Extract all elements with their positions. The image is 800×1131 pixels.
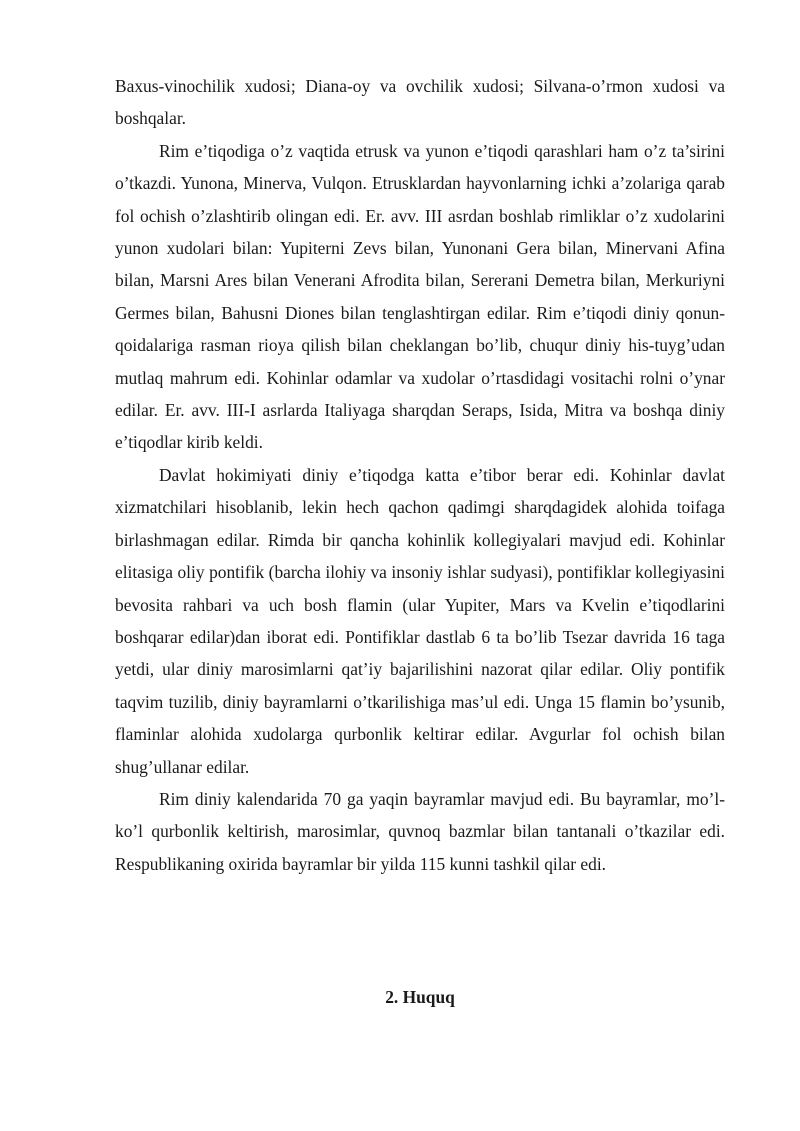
paragraph-diniy-kalendar: Rim diniy kalendarida 70 ga yaqin bayramlar mavjud edi. Bu bayramlar, mo’l-ko’l qurbonlik keltirish, marosimlar, quvnoq bazmlar bilan tantanali o’tkazilar edi. Respublikaning oxirida bayramlar bir yilda 115 kunni tashkil qilar edi. [115, 788, 725, 874]
paragraph-rim-etiqodi: Rim e’tiqodiga o’z vaqtida etrusk va yunon e’tiqodi qarashlari ham o’z ta’sirini o’tkazdi. Yunona, Minerva, Vulqon. Etrusklardan hayvonlarning ichki a’zolariga qarab fol ochish o’zlashtirib olingan edi. Er. avv. III asrdan boshlab rimliklar o’z xudolarini yunon xudolari bilan: Yupiterni Zevs bilan, Yunonani Gera bilan, Minervani Afina bilan, Marsni Ares bilan Venerani Afrodita bilan, Sererani Demetra bilan, Merkuriyni Germes bilan, Bahusni Diones bilan tenglashtirgan edilar. Rim e’tiqodi diniy qonun-qoidalariga rasman rioya qilish bilan cheklangan bo’lib, chuqur diniy his-tuyg’udan mutlaq mahrum edi. Kohinlar odamlar va xudolar o’rtasdidagi vositachi rolni o’ynar edilar. Er. avv. III-I asrlarda Italiyaga sharqdan Seraps, Isida, Mitra va boshqa diniy e’tiqodlar kirib keldi. [115, 140, 725, 453]
section-heading: 2. Huquq [385, 987, 455, 1007]
paragraph-davlat-hokimiyati: Davlat hokimiyati diniy e’tiqodga katta e’tibor berar edi. Kohinlar davlat xizmatchilari hisoblanib, lekin hech qachon qadimgi sharqdagidek alohida toifaga birlashmagan edilar. Rimda bir qancha kohinlik kollegiyalari mavjud edi. Kohinlar elitasiga oliy pontifik (barcha ilohiy va insoniy ishlar sudyasi), pontifiklar kollegiyasini bevosita rahbari va uch bosh flamin (ular Yupiter, Mars va Kvelin e’tiqodlarini boshqarar edilar)dan iborat edi. Pontifiklar dastlab 6 ta bo’lib Tsezar davrida 16 taga yetdi, ular diniy marosimlarni qat’iy bajarilishini nazorat qilar edilar. Oliy pontifik taqvim tuzilib, diniy bayramlarni o’tkarilishiga mas’ul edi. Unga 15 flamin bo’ysunib, flaminlar alohida xudolarga qurbonlik keltirar edilar. Avgurlar fol ochish bilan shug’ullanar edilar. [115, 464, 725, 777]
paragraph-continuation: Baxus-vinochilik xudosi; Diana-oy va ovchilik xudosi; Silvana-o’rmon xudosi va boshqalar. [115, 76, 725, 129]
document-page [115, 70, 725, 1007]
